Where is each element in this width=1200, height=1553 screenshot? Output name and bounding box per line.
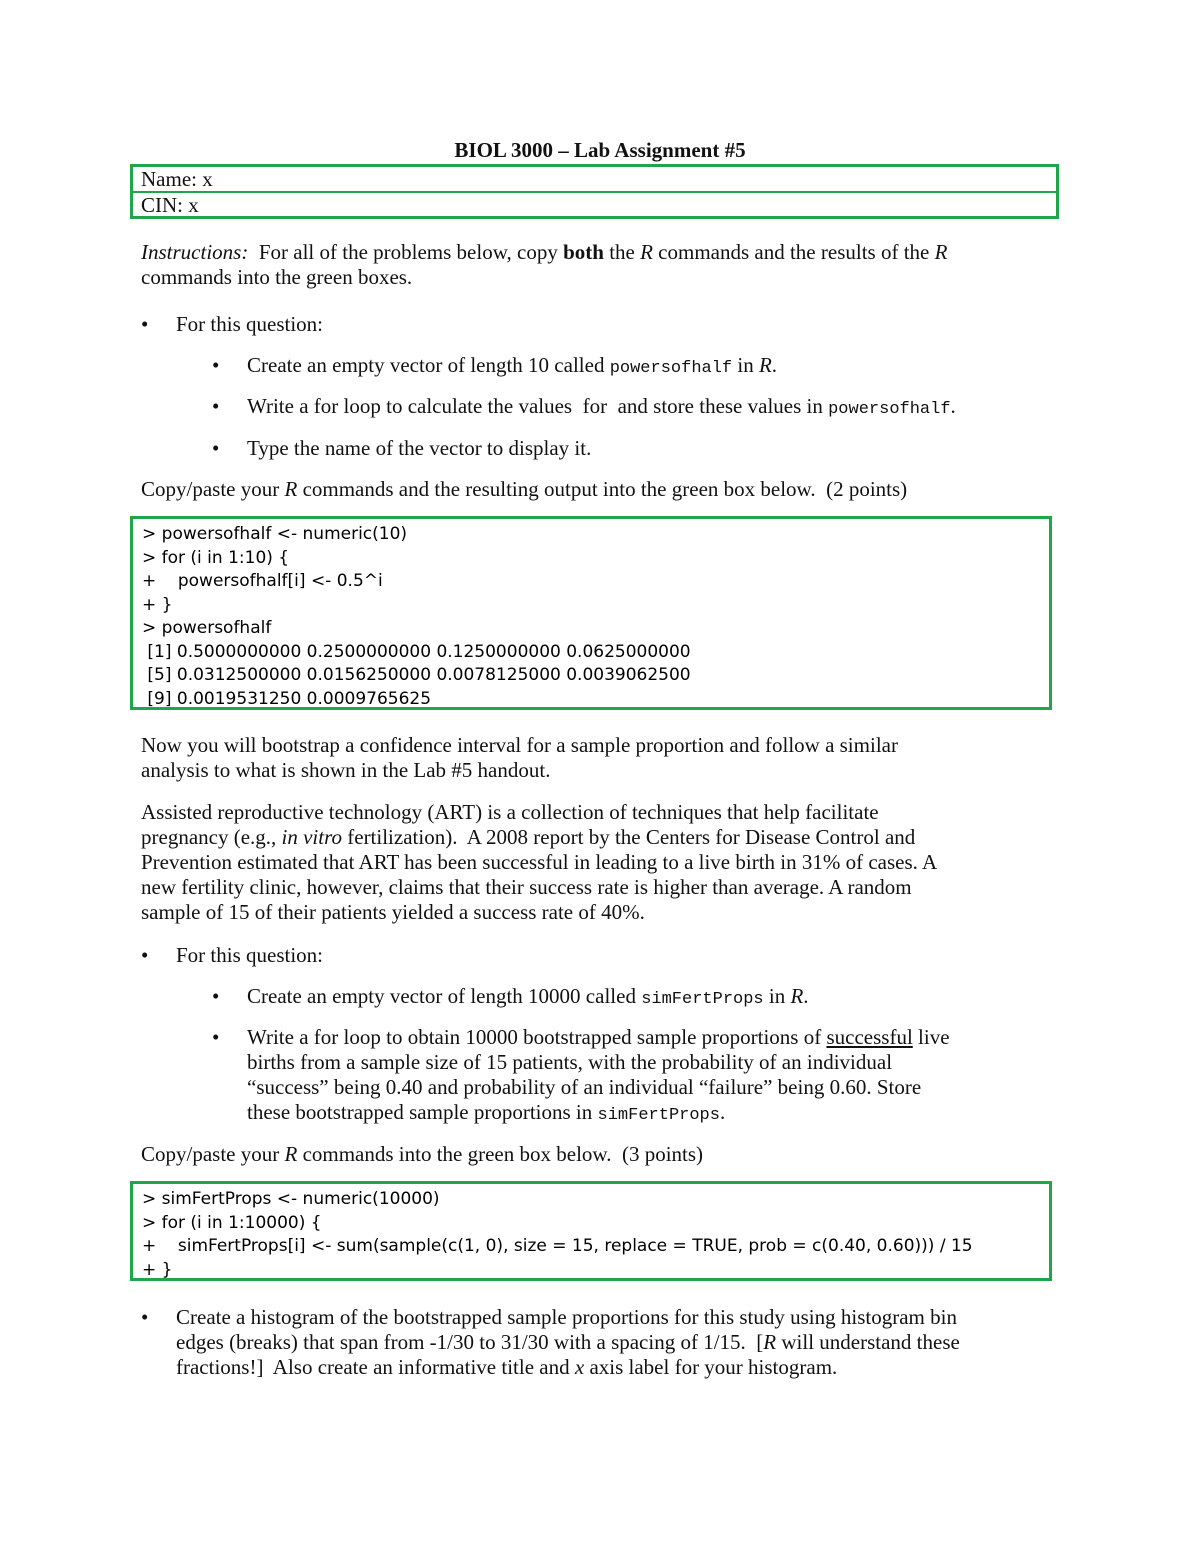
- list-item-text: .: [719, 1100, 726, 1124]
- copy-text: Copy/paste your: [141, 1142, 285, 1166]
- code-line: + }: [142, 1259, 173, 1280]
- copy-text: commands and the resulting output into the green box below. (2 points): [297, 477, 908, 501]
- list-item-text: Create a histogram of the bootstrapped sample proportions for this study using histogram bin: [176, 1305, 957, 1329]
- answer-box-1[interactable]: [130, 516, 1052, 710]
- italic-term: x: [574, 1355, 585, 1379]
- instructions-text: commands and the results of the: [652, 240, 935, 264]
- paragraph-line: Assisted reproductive technology (ART) is a collection of techniques that help facilitate: [141, 800, 879, 824]
- code-line: + powersofhalf[i] <- 0.5^i: [142, 571, 383, 591]
- instructions-text: For all of the problems below, copy: [248, 240, 564, 264]
- code-line: > for (i in 1:10000) {: [142, 1212, 322, 1233]
- code-identifier: powersofhalf: [828, 400, 951, 419]
- bullet-icon: •: [141, 312, 149, 336]
- art-paragraph: [141, 800, 1061, 925]
- code-line: [5] 0.0312500000 0.0156250000 0.0078125000 0.0039062500: [142, 665, 691, 685]
- instructions-label: Instructions:: [141, 240, 249, 264]
- paragraph-line: new fertility clinic, however, claims that their success rate is higher than average. A random: [141, 875, 912, 899]
- paragraph-line: Prevention estimated that ART has been successful in leading to a live birth in 31% of cases. A: [141, 850, 938, 874]
- paragraph-text: pregnancy (e.g.,: [141, 825, 282, 849]
- code-line: + }: [142, 594, 173, 615]
- list-item: [141, 1305, 1071, 1385]
- list-item-text: in: [732, 353, 759, 377]
- paragraph-line: sample of 15 of their patients yielded a success rate of 40%.: [141, 900, 645, 924]
- bullet-icon: •: [212, 353, 220, 377]
- list-item-text: live: [912, 1025, 950, 1049]
- list-item-text: .: [771, 353, 778, 377]
- code-line: + simFertProps[i] <- sum(sample(c(1, 0), size = 15, replace = TRUE, prob = c(0.40, 0.60))) / 15: [142, 1236, 973, 1256]
- paragraph-line: analysis to what is shown in the Lab #5 handout.: [141, 758, 551, 782]
- code-line: > powersofhalf: [142, 618, 272, 638]
- r-language-italic: R: [284, 477, 298, 501]
- list-item-text: “success” being 0.40 and probability of an individual “failure” being 0.60. Store: [247, 1075, 922, 1099]
- code-line: [9] 0.0019531250 0.0009765625: [142, 688, 432, 709]
- list-item-text: For this question:: [176, 312, 324, 336]
- name-field[interactable]: Name: x: [141, 167, 213, 191]
- code-identifier: simFertProps: [597, 1106, 720, 1125]
- list-item-text: axis label for your histogram.: [584, 1355, 838, 1379]
- italic-term: in vitro: [281, 825, 342, 849]
- list-item: [212, 1025, 1062, 1125]
- list-item-text: Write a for loop to obtain 10000 bootstrapped sample proportions of: [247, 1025, 827, 1049]
- copy-instruction-2: [141, 1142, 1061, 1167]
- r-language-italic: R: [934, 240, 948, 264]
- list-item-text: .: [950, 394, 956, 418]
- instructions-paragraph: [141, 240, 1061, 290]
- paragraph-text: fertilization). A 2008 report by the Centers for Disease Control and: [342, 825, 916, 849]
- copy-text: commands into the green box below. (3 points): [297, 1142, 704, 1166]
- bullet-icon: •: [212, 984, 220, 1008]
- copy-instruction-1: [141, 477, 1061, 502]
- r-language-italic: R: [640, 240, 653, 264]
- code-line: > for (i in 1:10) {: [142, 547, 290, 568]
- code-identifier: simFertProps: [641, 990, 764, 1009]
- list-item-text: Create an empty vector of length 10000 called: [247, 984, 642, 1008]
- list-item-text: .: [803, 984, 809, 1008]
- bootstrap-paragraph: [141, 733, 1061, 783]
- list-item-text: edges (breaks) that span from -1/30 to 31/30 with a spacing of 1/15. [: [176, 1330, 764, 1354]
- answer-box-2[interactable]: [130, 1181, 1052, 1281]
- list-item-text: these bootstrapped sample proportions in: [247, 1100, 598, 1124]
- list-item-text: in: [763, 984, 791, 1008]
- list-item-text: Write a for loop to calculate the values for and store these values in: [247, 394, 829, 418]
- instructions-text: commands into the green boxes.: [141, 265, 413, 289]
- list-item-text: Create an empty vector of length 10 called: [247, 353, 610, 377]
- list-item-text: For this question:: [176, 943, 324, 967]
- instructions-bold: both: [563, 240, 604, 264]
- r-language-italic: R: [790, 984, 804, 1008]
- code-line: > powersofhalf <- numeric(10): [142, 524, 408, 544]
- underlined-term: successful: [826, 1025, 913, 1049]
- bullet-icon: •: [212, 436, 220, 460]
- cin-field[interactable]: CIN: x: [133, 191, 1056, 217]
- r-language-italic: R: [758, 353, 772, 377]
- code-line: [1] 0.5000000000 0.2500000000 0.1250000000 0.0625000000: [142, 641, 691, 662]
- code-identifier: powersofhalf: [609, 359, 733, 378]
- bullet-icon: •: [141, 943, 149, 967]
- bullet-icon: •: [212, 394, 220, 418]
- bullet-icon: •: [141, 1305, 149, 1329]
- instructions-text: the: [603, 240, 641, 264]
- bullet-icon: •: [212, 1025, 220, 1049]
- student-info-box[interactable]: [130, 164, 1059, 219]
- code-line: > simFertProps <- numeric(10000): [142, 1189, 440, 1209]
- page-title: BIOL 3000 – Lab Assignment #5: [454, 138, 746, 162]
- copy-text: Copy/paste your: [141, 477, 285, 501]
- list-item-text: Type the name of the vector to display it.: [247, 436, 592, 460]
- list-item-text: will understand these: [776, 1330, 960, 1354]
- r-language-italic: R: [284, 1142, 298, 1166]
- list-item-text: births from a sample size of 15 patients, with the probability of an individual: [247, 1050, 893, 1074]
- r-language-italic: R: [763, 1330, 777, 1354]
- list-item-text: fractions!] Also create an informative title and: [176, 1355, 575, 1379]
- paragraph-line: Now you will bootstrap a confidence interval for a sample proportion and follow a similar: [141, 733, 898, 757]
